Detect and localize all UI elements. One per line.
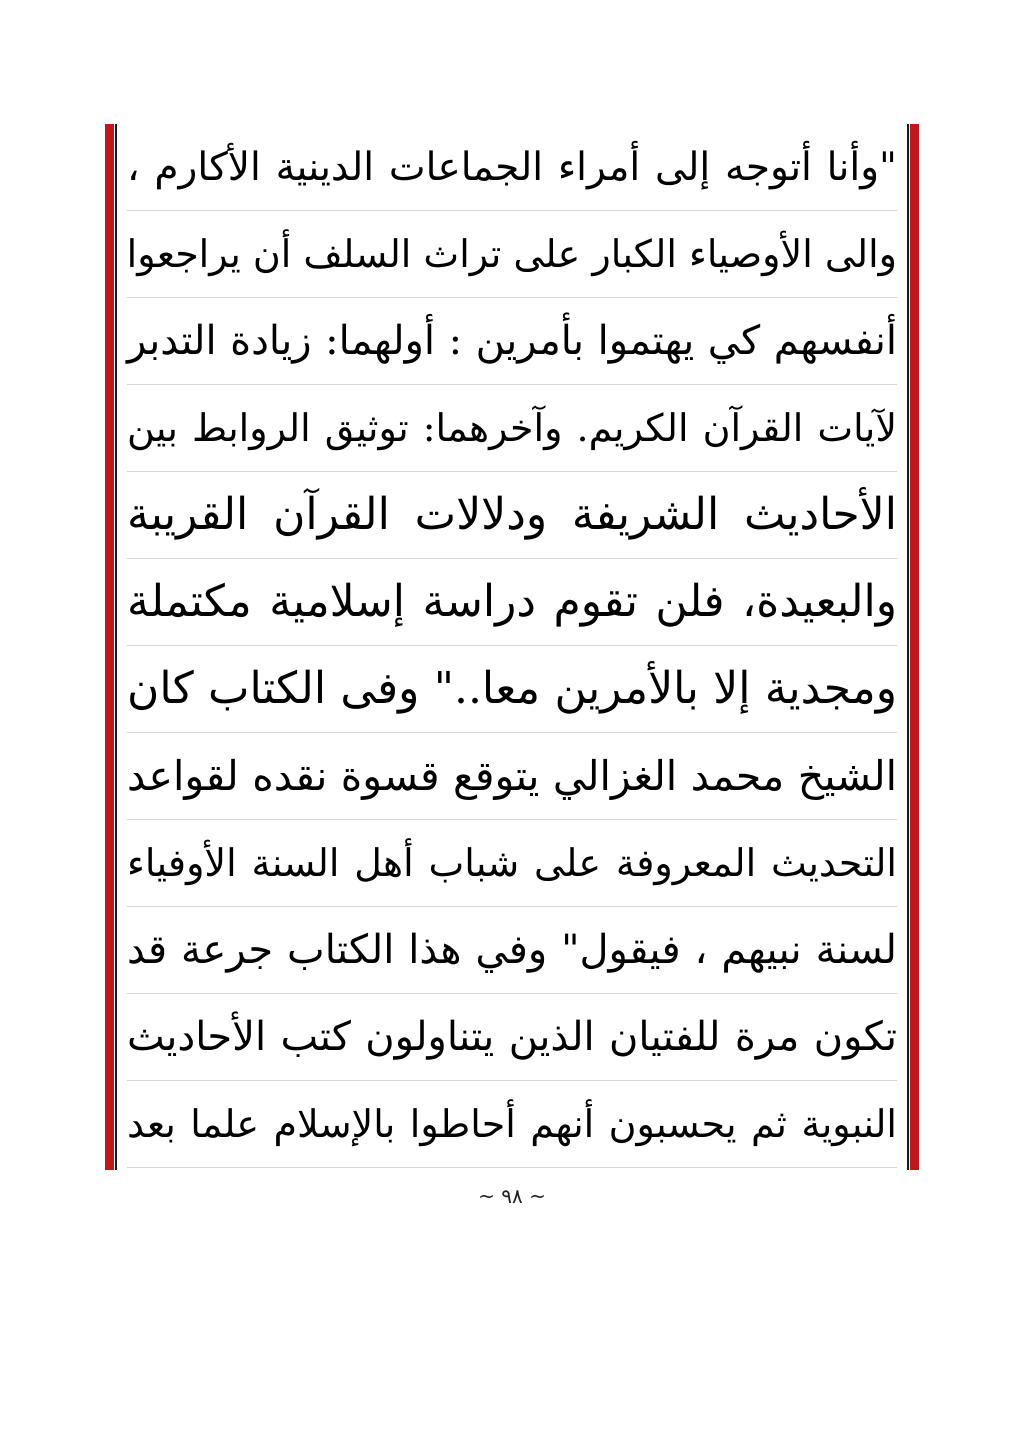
line-text: ومجدية إلا بالأمرين معا.." وفى الكتاب كان bbox=[127, 663, 897, 714]
page-number: ~ ٩٨ ~ bbox=[478, 1184, 546, 1208]
line-text: لآيات القرآن الكريم. وآخرهما: توثيق الروابط بين bbox=[127, 406, 897, 450]
text-line bbox=[127, 385, 897, 472]
line-text: لسنة نبيهم ، فيقول" وفي هذا الكتاب جرعة قد bbox=[127, 927, 897, 973]
text-line bbox=[127, 1081, 897, 1168]
line-text: الأحاديث الشريفة ودلالات القرآن القريبة bbox=[127, 489, 897, 540]
line-text: الشيخ محمد الغزالي يتوقع قسوة نقده لقواعد bbox=[127, 751, 897, 800]
text-line bbox=[127, 298, 897, 385]
text-line bbox=[127, 559, 897, 646]
line-text: "وأنا أتوجه إلى أمراء الجماعات الدينية الأكارم ، bbox=[127, 144, 897, 190]
text-line bbox=[127, 733, 897, 820]
line-text: التحديث المعروفة على شباب أهل السنة الأوفياء bbox=[127, 841, 897, 885]
line-text: والبعيدة، فلن تقوم دراسة إسلامية مكتملة bbox=[127, 576, 897, 627]
line-text: أنفسهم كي يهتموا بأمرين : أولهما: زيادة التدبر bbox=[127, 318, 897, 364]
line-text: والى الأوصياء الكبار على تراث السلف أن يراجعوا bbox=[126, 232, 897, 276]
line-text: النبوية ثم يحسبون أنهم أحاطوا بالإسلام علما بعد bbox=[127, 1102, 897, 1146]
text-line bbox=[127, 994, 897, 1081]
line-text: تكون مرة للفتيان الذين يتناولون كتب الأحاديث bbox=[127, 1014, 897, 1060]
text-line bbox=[127, 124, 897, 211]
text-line bbox=[127, 646, 897, 733]
left-border bbox=[105, 124, 114, 1170]
text-line bbox=[127, 472, 897, 559]
body-text bbox=[127, 124, 897, 1170]
page-frame bbox=[105, 124, 919, 1170]
text-line bbox=[127, 820, 897, 907]
right-border bbox=[910, 124, 919, 1170]
text-line bbox=[127, 211, 897, 298]
text-line bbox=[127, 907, 897, 994]
